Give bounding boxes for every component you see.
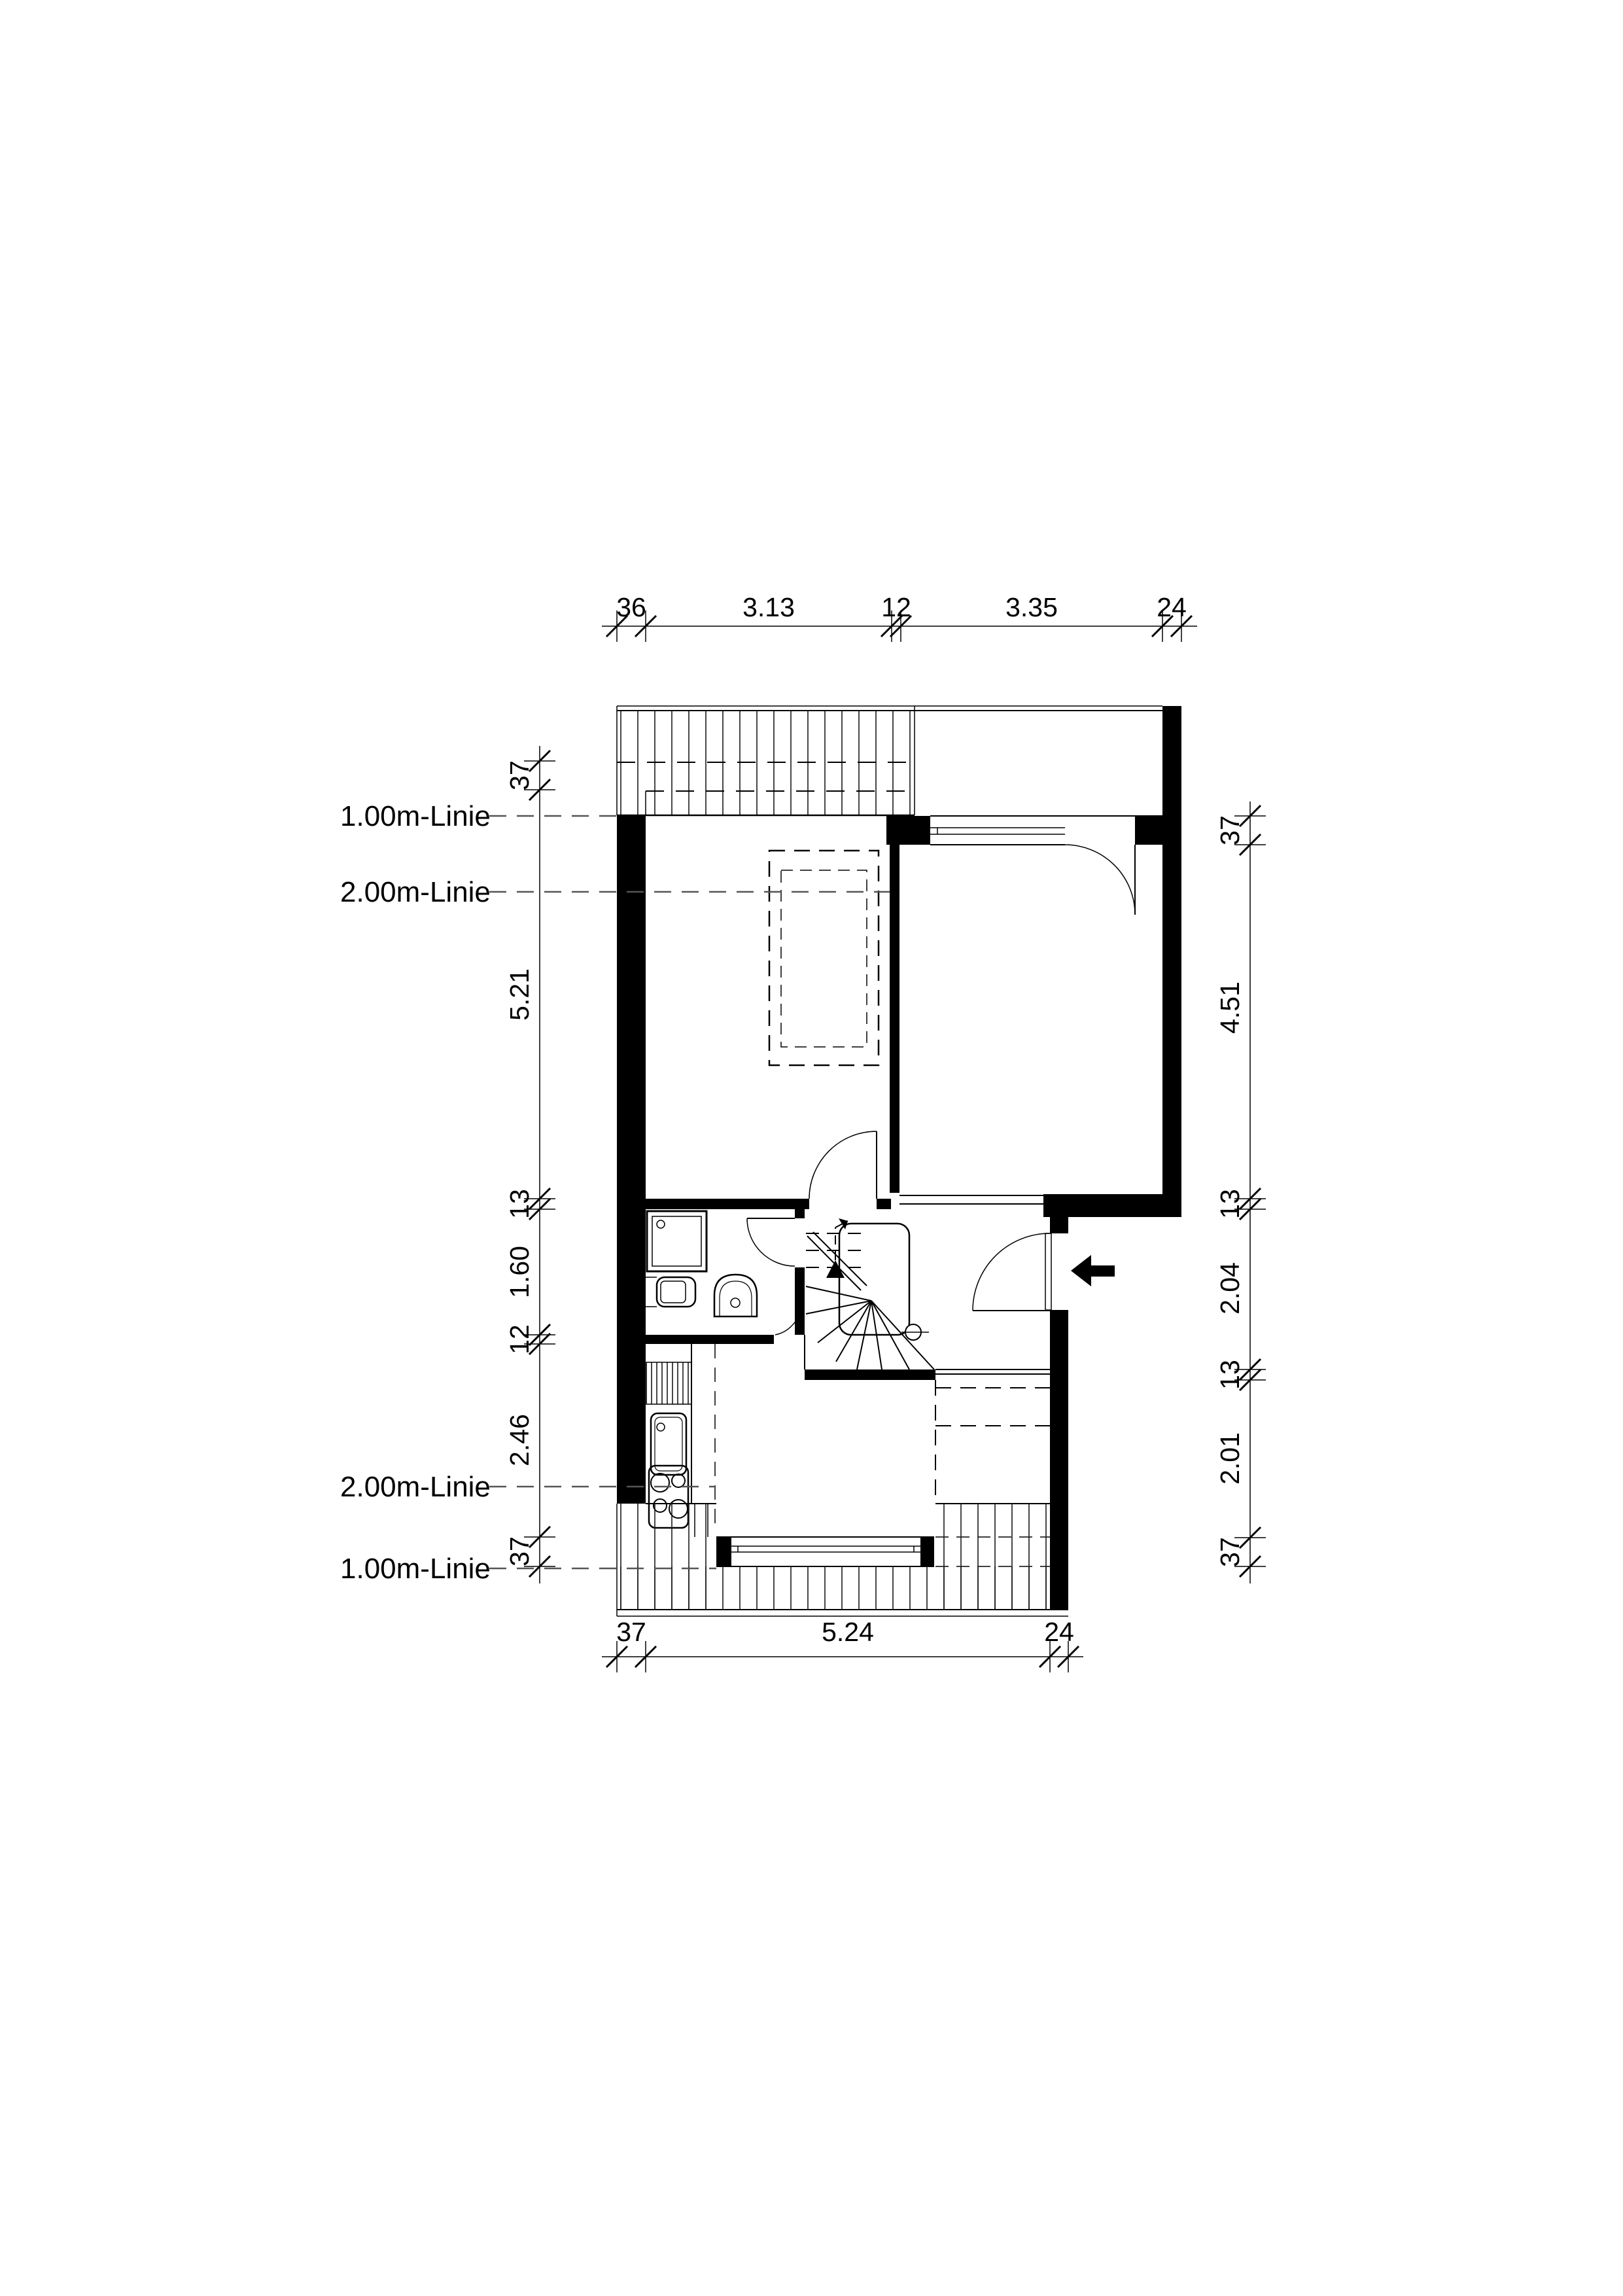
wall-leftroom-south-b [877, 1199, 891, 1209]
height-line-annotations [340, 800, 890, 1585]
glazed-partitions [899, 1195, 1050, 1374]
dim-bottom-0: 37 [616, 1617, 646, 1647]
entrance [973, 1233, 1115, 1311]
dim-top-1: 3.13 [742, 592, 795, 622]
wall-west [617, 815, 646, 1504]
top-dimension-line [602, 592, 1197, 642]
staircase [805, 1218, 934, 1369]
wall-bath-south [646, 1335, 774, 1344]
dim-left-1: 5.21 [504, 968, 534, 1021]
bottom-dimension-line [602, 1617, 1083, 1672]
dim-right-1: 4.51 [1215, 981, 1245, 1034]
dim-left-6: 37 [504, 1536, 534, 1566]
roof-window-dashed-outer [769, 851, 879, 1065]
washbasin-icon [714, 1275, 757, 1316]
label-upper-2m-linie: 2.00m-Linie [340, 876, 491, 908]
dim-top-2: 12 [881, 592, 911, 622]
upper-balcony [617, 706, 1162, 815]
dim-left-3: 1.60 [504, 1246, 534, 1298]
dim-top-0: 36 [616, 592, 646, 622]
wall-entry-jamb-top [1050, 1217, 1068, 1233]
dim-bottom-2: 24 [1044, 1617, 1074, 1647]
bath-door [747, 1218, 795, 1266]
roof-window-dashed-inner [781, 870, 867, 1047]
dim-right-5: 2.01 [1215, 1432, 1245, 1485]
walls [617, 706, 1181, 1610]
label-lower-1m-linie: 1.00m-Linie [340, 1553, 491, 1585]
wall-bath-east-a [795, 1209, 805, 1218]
plan-geometry [617, 706, 1181, 1616]
door-swing-arc [1065, 845, 1135, 915]
dim-left-0: 37 [504, 760, 534, 790]
dim-right-4: 13 [1215, 1360, 1245, 1390]
wall-east-lower [1050, 1310, 1068, 1610]
label-upper-1m-linie: 1.00m-Linie [340, 800, 491, 832]
south-window [716, 1537, 934, 1566]
dim-left-5: 2.46 [504, 1414, 534, 1466]
dim-top-4: 24 [1157, 592, 1187, 622]
door-swing-arc [809, 1131, 877, 1199]
door-swing-arc [973, 1233, 1050, 1311]
lower-balcony [617, 1504, 1068, 1616]
wall-window-return [886, 816, 930, 845]
label-lower-2m-linie: 2.00m-Linie [340, 1471, 491, 1503]
wall-partition [890, 816, 899, 1193]
left-room-door [809, 1131, 877, 1199]
wall-hall-south [805, 1369, 935, 1380]
wall-leftroom-south-a [646, 1199, 809, 1209]
wall-east-upper [1162, 706, 1181, 1199]
radiator-icon [646, 1362, 691, 1404]
dim-top-3: 3.35 [1005, 592, 1058, 622]
dim-left-2: 13 [504, 1189, 534, 1219]
left-room [769, 851, 879, 1199]
bathroom [646, 1211, 799, 1335]
entry-door-panel [1045, 1233, 1051, 1310]
dim-right-2: 13 [1215, 1189, 1245, 1219]
right-dimension-line [1215, 802, 1266, 1583]
entry-arrow-icon [1071, 1255, 1115, 1286]
dim-bottom-1: 5.24 [822, 1617, 874, 1647]
dim-right-0: 37 [1215, 815, 1245, 845]
window-jamb-right [920, 1537, 934, 1566]
dim-right-6: 37 [1215, 1537, 1245, 1567]
upper-window-and-door [930, 816, 1162, 915]
door-swing-arc [747, 1218, 795, 1266]
dim-right-3: 2.04 [1215, 1262, 1245, 1315]
shower-icon [647, 1211, 707, 1271]
wall-window-stub [1135, 816, 1162, 845]
wall-bath-east-b [795, 1267, 805, 1335]
toilet-icon [646, 1277, 695, 1307]
window-jamb-left [716, 1537, 731, 1566]
wall-hall-north [1043, 1194, 1181, 1217]
left-dimension-line [504, 746, 555, 1583]
terrace-door [1065, 845, 1135, 915]
dim-left-4: 12 [504, 1324, 534, 1354]
